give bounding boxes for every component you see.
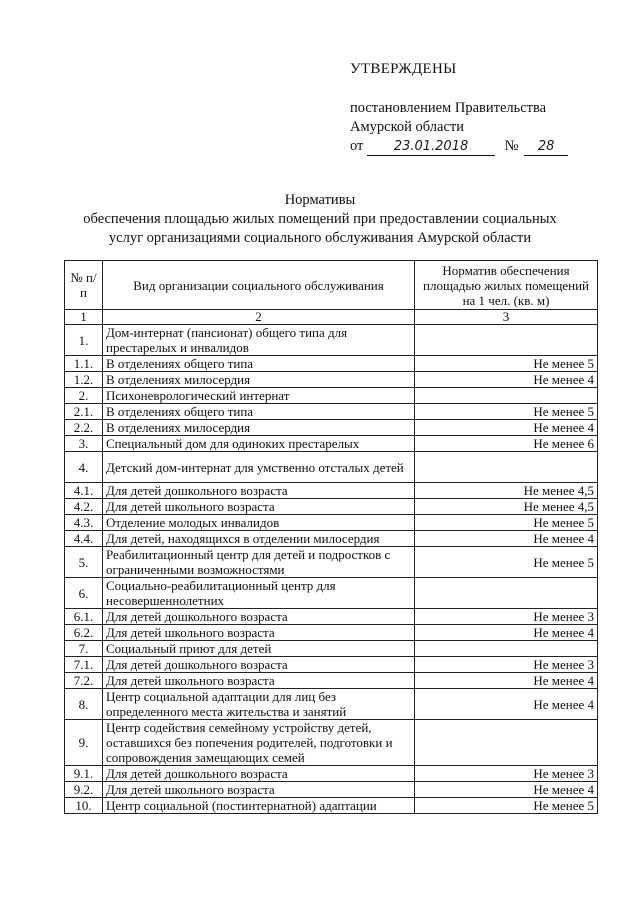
row-name: Центр социальной (постинтернатной) адаптации — [103, 798, 415, 814]
header-kind: Вид организации социального обслуживания — [103, 261, 415, 310]
norms-table — [64, 260, 598, 814]
row-num: 1.1. — [65, 356, 103, 372]
row-num: 4.4. — [65, 531, 103, 547]
row-value: Не менее 4,5 — [415, 499, 598, 515]
table-row — [65, 356, 598, 372]
table-row — [65, 436, 598, 452]
row-name: Реабилитационный центр для детей и подростков с ограниченными возможностями — [103, 547, 415, 578]
row-name: Для детей школьного возраста — [103, 625, 415, 641]
row-name: Психоневрологический интернат — [103, 388, 415, 404]
table-row — [65, 673, 598, 689]
row-num: 7.1. — [65, 657, 103, 673]
row-num: 2.1. — [65, 404, 103, 420]
row-name: Для детей дошкольного возраста — [103, 609, 415, 625]
row-name: В отделениях общего типа — [103, 356, 415, 372]
row-value — [415, 388, 598, 404]
table-row — [65, 547, 598, 578]
header-num: № п/п — [65, 261, 103, 310]
row-value — [415, 641, 598, 657]
table-row — [65, 578, 598, 609]
row-num: 2. — [65, 388, 103, 404]
title-line-2: обеспечения площадью жилых помещений при предоставлении социальных — [83, 211, 557, 227]
row-value: Не менее 4,5 — [415, 483, 598, 499]
handwritten-number: 28 — [524, 138, 568, 156]
row-value: Не менее 4 — [415, 689, 598, 720]
handwritten-date: 23.01.2018 — [367, 138, 495, 156]
table-row — [65, 372, 598, 388]
row-num: 2.2. — [65, 420, 103, 436]
row-value: Не менее 4 — [415, 625, 598, 641]
row-name: Для детей школьного возраста — [103, 499, 415, 515]
table-row — [65, 452, 598, 483]
table-row — [65, 483, 598, 499]
row-value: Не менее 3 — [415, 657, 598, 673]
row-name: В отделениях милосердия — [103, 420, 415, 436]
row-value: Не менее 3 — [415, 766, 598, 782]
column-index: 3 — [415, 310, 598, 325]
table-row — [65, 782, 598, 798]
row-value: Не менее 5 — [415, 798, 598, 814]
row-value: Не менее 6 — [415, 436, 598, 452]
row-name: Дом-интернат (пансионат) общего типа для престарелых и инвалидов — [103, 325, 415, 356]
row-num: 8. — [65, 689, 103, 720]
row-num: 9. — [65, 720, 103, 766]
row-value: Не менее 4 — [415, 420, 598, 436]
row-value: Не менее 5 — [415, 547, 598, 578]
row-num: 9.1. — [65, 766, 103, 782]
row-num: 1. — [65, 325, 103, 356]
document-title — [62, 191, 578, 248]
row-value — [415, 325, 598, 356]
row-num: 6. — [65, 578, 103, 609]
row-name: Для детей, находящихся в отделении милосердия — [103, 531, 415, 547]
row-value: Не менее 4 — [415, 673, 598, 689]
table-row — [65, 720, 598, 766]
title-line-1: Нормативы — [284, 192, 356, 208]
row-name: Социально-реабилитационный центр для несовершеннолетних — [103, 578, 415, 609]
approval-line-2: Амурской области — [350, 119, 464, 135]
table-row — [65, 625, 598, 641]
table-row — [65, 325, 598, 356]
column-index-row — [65, 310, 598, 325]
row-name: Специальный дом для одиноких престарелых — [103, 436, 415, 452]
row-value: Не менее 5 — [415, 404, 598, 420]
approval-heading: УТВЕРЖДЕНЫ — [350, 61, 457, 77]
table-row — [65, 609, 598, 625]
row-num: 4.3. — [65, 515, 103, 531]
approval-date-row — [350, 137, 610, 156]
row-name: Отделение молодых инвалидов — [103, 515, 415, 531]
title-line-3: услуг организациями социального обслуживания Амурской области — [108, 230, 532, 246]
column-index: 2 — [103, 310, 415, 325]
row-num: 1.2. — [65, 372, 103, 388]
row-num: 7.2. — [65, 673, 103, 689]
number-label: № — [504, 138, 519, 154]
row-name: Для детей дошкольного возраста — [103, 657, 415, 673]
row-name: Для детей дошкольного возраста — [103, 766, 415, 782]
table-row — [65, 420, 598, 436]
row-value — [415, 578, 598, 609]
table-row — [65, 657, 598, 673]
row-name: Детский дом-интернат для умственно отсталых детей — [103, 452, 415, 483]
table-row — [65, 404, 598, 420]
row-num: 9.2. — [65, 782, 103, 798]
table-row — [65, 689, 598, 720]
row-num: 4.1. — [65, 483, 103, 499]
row-num: 6.1. — [65, 609, 103, 625]
row-value: Не менее 4 — [415, 531, 598, 547]
row-name: Для детей школьного возраста — [103, 782, 415, 798]
row-value: Не менее 5 — [415, 515, 598, 531]
table-row — [65, 388, 598, 404]
row-value — [415, 452, 598, 483]
row-num: 10. — [65, 798, 103, 814]
date-prefix: от — [350, 138, 364, 154]
row-name: Социальный приют для детей — [103, 641, 415, 657]
row-value: Не менее 5 — [415, 356, 598, 372]
table-header-row — [65, 261, 598, 310]
row-num: 5. — [65, 547, 103, 578]
approval-block — [350, 60, 610, 156]
table-row — [65, 766, 598, 782]
row-num: 3. — [65, 436, 103, 452]
row-name: В отделениях милосердия — [103, 372, 415, 388]
row-num: 4.2. — [65, 499, 103, 515]
row-name: Для детей дошкольного возраста — [103, 483, 415, 499]
approval-line-1: постановлением Правительства — [350, 100, 547, 116]
row-num: 6.2. — [65, 625, 103, 641]
row-value: Не менее 4 — [415, 372, 598, 388]
table-row — [65, 499, 598, 515]
row-value: Не менее 3 — [415, 609, 598, 625]
table-row — [65, 641, 598, 657]
row-name: Центр социальной адаптации для лиц без определенного места жительства и занятий — [103, 689, 415, 720]
column-index: 1 — [65, 310, 103, 325]
row-name: Центр содействия семейному устройству детей, оставшихся без попечения родителей, подготовки и сопровождения замещающих семей — [103, 720, 415, 766]
row-num: 4. — [65, 452, 103, 483]
table-row — [65, 531, 598, 547]
row-name: Для детей школьного возраста — [103, 673, 415, 689]
row-value — [415, 720, 598, 766]
table-row — [65, 798, 598, 814]
header-norm: Норматив обеспечения площадью жилых помещений на 1 чел. (кв. м) — [415, 261, 598, 310]
row-value: Не менее 4 — [415, 782, 598, 798]
row-name: В отделениях общего типа — [103, 404, 415, 420]
row-num: 7. — [65, 641, 103, 657]
table-row — [65, 515, 598, 531]
